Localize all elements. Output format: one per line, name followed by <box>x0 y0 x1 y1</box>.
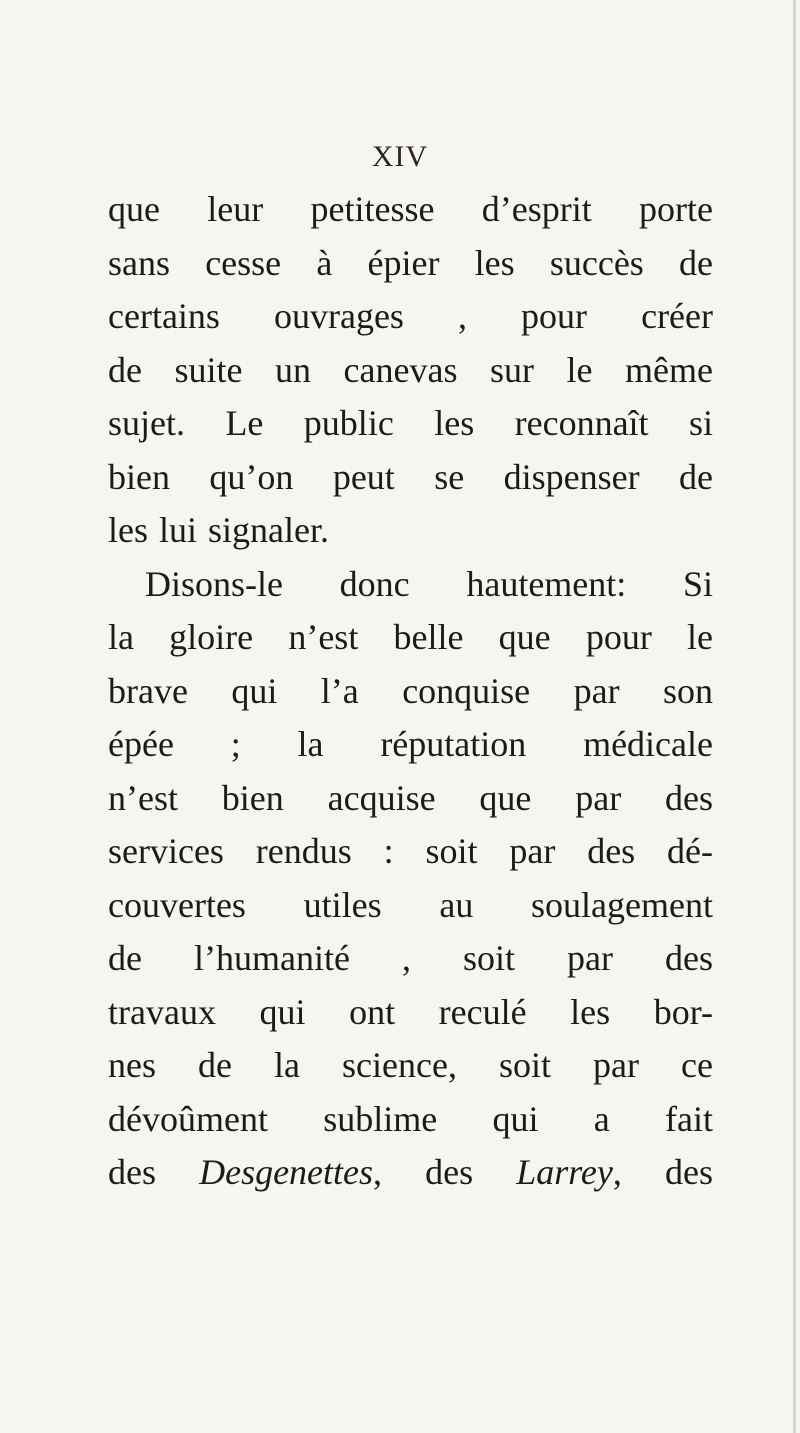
text-line: n’est bien acquise que par des <box>108 777 713 818</box>
text-line: les lui signaler. <box>108 510 329 550</box>
name-desgenettes: Desgenettes <box>199 1152 374 1192</box>
text-line: de l’humanité , soit par des <box>108 938 713 978</box>
text-line: bien qu’on peut se dispenser de <box>108 456 713 497</box>
final-text-line <box>108 1146 713 1200</box>
text-line: de suite un canevas sur le même <box>108 349 713 390</box>
body-text <box>108 183 713 1200</box>
text-line: couvertes utiles au soulagement <box>108 884 713 925</box>
name-larrey: Larrey <box>516 1152 613 1192</box>
text-line: Disons-le donc hautement: Si <box>145 563 713 604</box>
text-line: que leur petitesse d’esprit porte <box>108 189 713 229</box>
text-line: sans cesse à épier les succès de <box>108 242 713 283</box>
text-line: travaux qui ont reculé les bor- <box>108 991 713 1032</box>
text-line: sujet. Le public les reconnaît si <box>108 403 713 443</box>
text-line: brave qui l’a conquise par son <box>108 670 713 711</box>
text-line: nes de la science, soit par ce <box>108 1045 713 1085</box>
text-line: dévoûment sublime qui a fait <box>108 1098 713 1139</box>
page-number: XIV <box>371 140 429 173</box>
text-line: épée ; la réputation médicale <box>108 724 713 764</box>
text-line: la gloire n’est belle que pour le <box>108 617 713 657</box>
final-line-part: , des <box>612 1152 713 1192</box>
page-edge <box>793 0 796 1433</box>
final-line-part: , des <box>373 1152 517 1192</box>
text-line: certains ouvrages , pour créer <box>108 296 713 336</box>
text-line: services rendus : soit par des dé- <box>108 831 713 871</box>
final-line-part: des <box>108 1152 200 1192</box>
